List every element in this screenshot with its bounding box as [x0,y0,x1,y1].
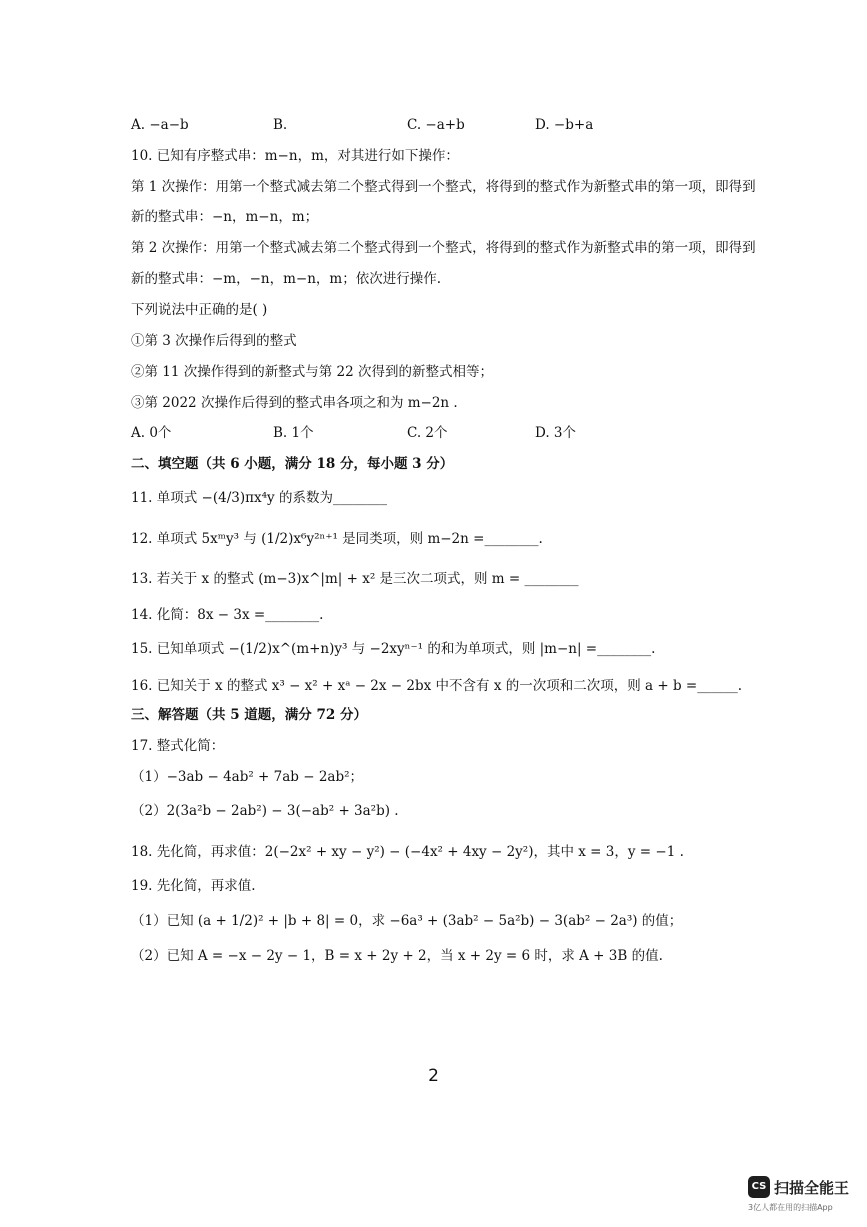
q17-part-1: （1）−3ab − 4ab² + 7ab − 2ab²； [131,769,364,785]
q19-title: 19. 先化简，再求值. [131,878,256,894]
q10-op2-line2: 新的整式串：−m，−n，m−n，m；依次进行操作. [131,271,442,287]
section-3-title: 三、解答题（共 5 道题，满分 72 分） [131,707,367,723]
q10-option-c: C. 2个 [407,425,448,441]
q10-question: 下列说法中正确的是( ) [131,302,268,318]
page-number: 2 [428,1066,439,1086]
q9-option-a: A. −a−b [131,117,189,133]
q10-option-d: D. 3个 [535,425,577,441]
question-13: 13. 若关于 x 的整式 (m−3)x^|m| + x² 是三次二项式，则 m = ________ [131,571,579,587]
q10-stem: 10. 已知有序整式串：m−n，m，对其进行如下操作： [131,148,459,164]
question-18: 18. 先化简，再求值：2(−2x² + xy − y²) − (−4x² + 4xy − 2y²)，其中 x = 3，y = −1 . [131,844,684,860]
q19-part-1: （1）已知 (a + 1/2)² + |b + 8| = 0，求 −6a³ + (3ab² − 5a²b) − 3(ab² − 2a³) 的值； [131,913,683,929]
q10-statement-3: ③第 2022 次操作后得到的整式串各项之和为 m−2n . [131,395,458,411]
q19-part-2: （2）已知 A = −x − 2y − 1，B = x + 2y + 2，当 x + 2y = 6 时，求 A + 3B 的值. [131,948,663,964]
question-12: 12. 单项式 5xᵐy³ 与 (1/2)x⁶y²ⁿ⁺¹ 是同类项，则 m−2n =________. [131,531,543,547]
watermark-app-name: 扫描全能王 [774,1179,850,1197]
q9-option-c: C. −a+b [407,117,465,133]
q10-statement-1: ①第 3 次操作后得到的整式 [131,333,297,349]
question-11: 11. 单项式 −(4/3)πx⁴y 的系数为________ [131,490,387,506]
section-2-title: 二、填空题（共 6 小题，满分 18 分，每小题 3 分） [131,456,454,472]
camscanner-logo-icon: CS [748,1176,770,1198]
watermark-tagline: 3亿人都在用的扫描App [748,1203,833,1212]
question-14: 14. 化简：8x − 3x =________. [131,607,324,623]
q17-title: 17. 整式化简： [131,738,225,754]
q9-options [131,115,757,135]
question-15: 15. 已知单项式 −(1/2)x^(m+n)y³ 与 −2xyⁿ⁻¹ 的和为单项式，则 |m−n| =________. [131,641,656,657]
scanner-watermark [748,1176,860,1220]
q10-option-a: A. 0个 [131,425,172,441]
q17-part-2: （2）2(3a²b − 2ab²) − 3(−ab² + 3a²b) . [131,803,399,819]
q10-op1-line2: 新的整式串：−n，m−n，m； [131,209,319,225]
q10-op1-line1: 第 1 次操作：用第一个整式减去第二个整式得到一个整式，将得到的整式作为新整式串的第一项，即得到 [131,179,756,195]
q10-statement-2: ②第 11 次操作得到的新整式与第 22 次得到的新整式相等； [131,364,494,380]
q9-option-b: B. [273,117,288,133]
question-16: 16. 已知关于 x 的整式 x³ − x² + xᵃ − 2x − 2bx 中不含有 x 的一次项和二次项，则 a + b =______. [131,678,742,694]
q10-options [131,423,757,443]
q10-option-b: B. 1个 [273,425,314,441]
q10-op2-line1: 第 2 次操作：用第一个整式减去第二个整式得到一个整式，将得到的整式作为新整式串的第一项，即得到 [131,240,756,256]
q9-option-d: D. −b+a [535,117,594,133]
